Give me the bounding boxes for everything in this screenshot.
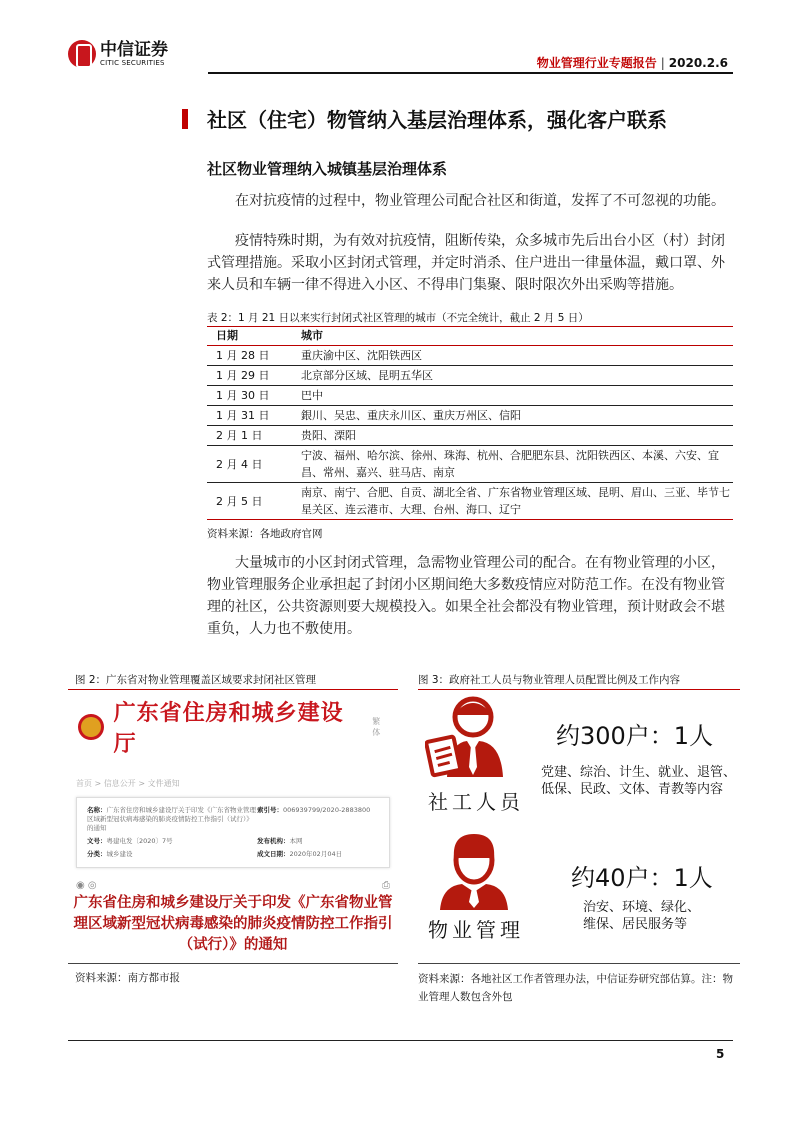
- section-title: 社区（住宅）物管纳入基层治理体系，强化客户联系: [207, 108, 667, 132]
- duties-text: 治安、环境、绿化、维保、居民服务等: [583, 900, 701, 932]
- section-heading: [182, 104, 667, 133]
- department-banner: 广东省住房和城乡建设厅: [113, 701, 344, 757]
- date-cell: 1 月 31 日: [207, 406, 292, 426]
- figure2-screenshot: [68, 690, 398, 955]
- figure2-divider: [68, 963, 398, 964]
- running-header: [537, 54, 728, 71]
- table-row: [207, 386, 733, 406]
- breadcrumb: 首页 > 信息公开 > 文件通知: [76, 779, 180, 788]
- paragraph: 大量城市的小区封闭式管理，急需物业管理公司的配合。在有物业管理的小区，物业管理服务企业承担起了封闭小区期间绝大多数疫情应对防范工作。在没有物业管理的社区，公共资源则要大规模投入。如果全社会都没有物业管理，预计财政会不堪重负，人力也不敷使用。: [207, 555, 725, 637]
- print-icon: ⎙: [382, 880, 390, 891]
- org-value: 本网: [289, 837, 303, 845]
- city-cell: 贵阳、溧阳: [292, 426, 733, 446]
- date-cell: 1 月 29 日: [207, 366, 292, 386]
- table-row: [207, 366, 733, 386]
- paragraph: 在对抗疫情的过程中，物业管理公司配合社区和街道，发挥了不可忽视的功能。: [235, 193, 725, 209]
- figure2-source: 资料来源：南方都市报: [75, 972, 180, 984]
- section-marker: [182, 109, 188, 129]
- closed-community-table: [207, 326, 733, 520]
- figure2-caption: 图 2：广东省对物业管理覆盖区域要求封闭社区管理: [68, 672, 398, 690]
- date-label: 成文日期：: [257, 850, 290, 858]
- citic-logo: [68, 40, 168, 68]
- duties-text: 党建、综治、计生、就业、退管、低保、民政、文体、青教等内容: [541, 765, 737, 797]
- category-value: 城乡建设: [106, 850, 133, 858]
- name-value: 广东省住房和城乡建设厅关于印发《广东省物业管理区域新型冠状病毒感染的肺炎疫情防控工作指引（试行）》的通知: [87, 806, 256, 832]
- subsection-title: 社区物业管理纳入城镇基层治理体系: [207, 160, 448, 178]
- date-cell: 2 月 4 日: [207, 446, 292, 483]
- date-cell: 1 月 30 日: [207, 386, 292, 406]
- city-cell: 銀川、吴忠、重庆永川区、重庆万州区、信阳: [292, 406, 733, 426]
- citic-logo-icon: [68, 40, 96, 68]
- table-row: [207, 426, 733, 446]
- header-separator: |: [660, 56, 665, 70]
- city-cell: 宁波、福州、哈尔滨、徐州、珠海、杭州、合肥肥东县、沈阳铁西区、本溪、六安、宜昌、常州、嘉兴、驻马店、南京: [292, 446, 733, 483]
- table-caption: 表 2：1 月 21 日以来实行封闭式社区管理的城市（不完全统计，截止 2 月 5 日）: [207, 312, 589, 324]
- doc-number-value: 粤建电发〔2020〕7号: [106, 837, 173, 845]
- report-date: 2020.2.6: [668, 56, 728, 70]
- figure3-divider: [418, 963, 740, 964]
- date-value: 2020年02月04日: [289, 850, 343, 858]
- city-cell: 巴中: [292, 386, 733, 406]
- city-cell: 北京部分区域、昆明五华区: [292, 366, 733, 386]
- table-row: [207, 406, 733, 426]
- date-cell: 2 月 5 日: [207, 483, 292, 520]
- ratio-text: 约40户：1人: [571, 864, 713, 892]
- column-header-city: 城市: [292, 327, 733, 346]
- wechat-weibo-share-icon: ◉ ◎: [76, 880, 97, 891]
- table-row: [207, 346, 733, 366]
- org-label: 发布机构：: [257, 837, 290, 845]
- figure3-caption: 图 3：政府社工人员与物业管理人员配置比例及工作内容: [418, 672, 740, 690]
- category-label: 分类：: [87, 850, 107, 858]
- document-info-card: [76, 797, 390, 868]
- notice-headline: 广东省住房和城乡建设厅关于印发《广东省物业管理区域新型冠状病毒感染的肺炎疫情防控工作指引（试行）》的通知: [73, 895, 393, 953]
- traditional-chinese-link: 繁体: [372, 717, 381, 737]
- ratio-text: 约300户：1人: [556, 722, 714, 750]
- role-label: 社工人员: [428, 790, 524, 814]
- city-cell: 南京、南宁、合肥、自贡、湖北全省、广东省物业管理区域、昆明、眉山、三亚、毕节七星关区、连云港市、大理、台州、海口、辽宁: [292, 483, 733, 520]
- role-label: 物业管理: [428, 918, 524, 942]
- name-label: 名称：: [87, 806, 107, 814]
- table-row: [207, 446, 733, 483]
- index-value: 006939799/2020-2883800: [283, 806, 371, 814]
- property-manager-icon: [432, 830, 517, 914]
- date-cell: 1 月 28 日: [207, 346, 292, 366]
- social-worker-icon: [425, 695, 520, 784]
- city-cell: 重庆渝中区、沈阳铁西区: [292, 346, 733, 366]
- table-source: 资料来源：各地政府官网: [207, 528, 323, 540]
- report-title: 物业管理行业专题报告: [536, 56, 657, 70]
- footer-rule: [68, 1040, 733, 1041]
- logo-text-en: CITIC SECURITIES: [100, 58, 165, 67]
- table-row: [207, 483, 733, 520]
- figure3-source: 资料来源：各地社区工作者管理办法，中信证券研究部估算。注：物业管理人数包含外包: [418, 973, 733, 1003]
- index-label: 索引号：: [257, 806, 283, 814]
- header-rule: [208, 72, 733, 74]
- column-header-date: 日期: [207, 327, 292, 346]
- national-emblem-icon: [78, 714, 104, 740]
- doc-number-label: 文号：: [87, 837, 107, 845]
- paragraph: 疫情特殊时期，为有效对抗疫情，阻断传染，众多城市先后出台小区（村）封闭式管理措施。采取小区封闭式管理，并定时消杀、住户进出一律量体温，戴口罩、外来人员和车辆一律不得进入小区、不得串门集聚、限时限次外出采购等措施。: [207, 233, 725, 293]
- page-number: 5: [716, 1047, 725, 1061]
- logo-text-cn: 中信证券: [100, 39, 168, 60]
- date-cell: 2 月 1 日: [207, 426, 292, 446]
